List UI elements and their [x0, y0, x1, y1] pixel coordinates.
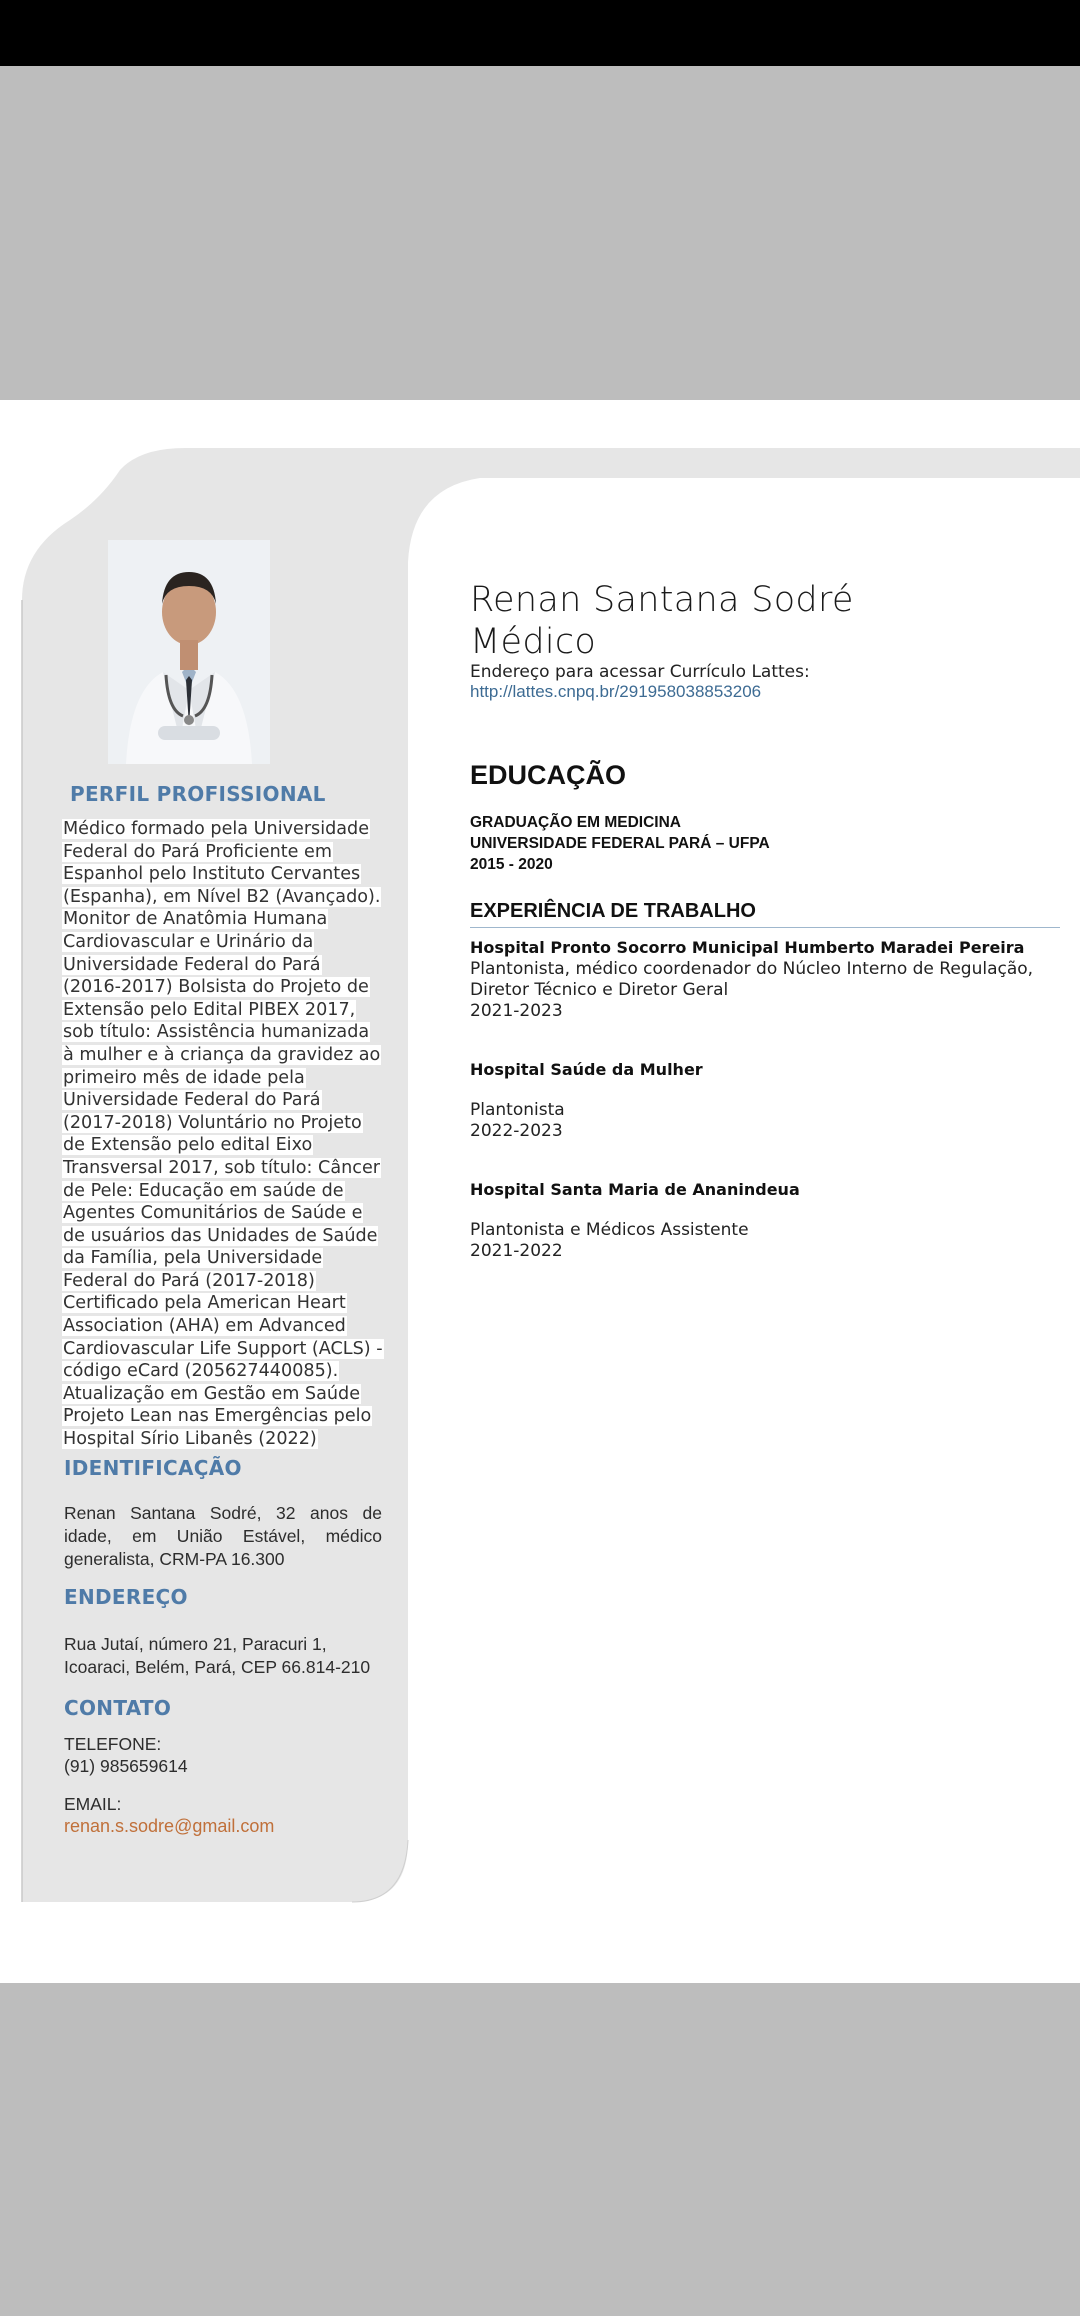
education-school: UNIVERSIDADE FEDERAL PARÁ – UFPA: [470, 835, 770, 852]
job-description-line: Plantonista: [470, 1100, 565, 1120]
identificacao-text: Renan Santana Sodré, 32 anos de idade, em União Estável, médico generalista, CRM-PA 16.300: [64, 1503, 382, 1569]
education-degree: GRADUAÇÃO EM MEDICINA: [470, 814, 681, 831]
viewer-backdrop-bottom: [0, 1983, 1080, 2316]
job-description-line: Diretor Técnico e Diretor Geral: [470, 980, 729, 1000]
education-years: 2015 - 2020: [470, 856, 553, 873]
email-link[interactable]: renan.s.sodre@gmail.com: [64, 1816, 275, 1836]
viewer-backdrop-top: [0, 66, 1080, 400]
lattes-label: Endereço para acessar Currículo Lattes:: [470, 662, 810, 682]
job-description-line: Plantonista e Médicos Assistente: [470, 1220, 749, 1240]
endereco-text: Rua Jutaí, número 21, Paracuri 1, Icoaraci, Belém, Pará, CEP 66.814-210: [64, 1634, 371, 1677]
perfil-text: [62, 818, 384, 1451]
job-years: 2021-2022: [470, 1241, 563, 1261]
experience-rule: [470, 927, 1060, 928]
email-label: EMAIL:: [64, 1794, 122, 1814]
phone-label: TELEFONE:: [64, 1734, 162, 1754]
perfil-text-content: Médico formado pela Universidade Federal do Pará Proficiente em Espanhol pelo Instituto Cervantes (Espanha), em Nível B2 (Avançado). Monitor de Anatômia Humana Cardiovascular e Urinário da Universidade Federal do Pará (2016-2017) Bolsista do Projeto de Extensão pelo Edital PIBEX 2017, sob título: Assistência humanizada à mulher e à criança da gravidez ao primeiro mês de idade pela Universidade Federal do Pará (2017-2018) Voluntário no Projeto de Extensão pelo edital Eixo Transversal 2017, sob título: Câncer de Pele: Educação em saúde de Agentes Comunitários de Saúde e de usuários das Unidades de Saúde da Família, pela Universidade Federal do Pará (2017-2018) Certificado pela American Heart Association (AHA) em Advanced Cardiovascular Life Support (ACLS) - código eCard (205627440085). Atualização em Gestão em Saúde Projeto Lean nas Emergências pelo Hospital Sírio Libanês (2022): [63, 819, 383, 1450]
job-title: Hospital Santa Maria de Ananindeua: [470, 1180, 800, 1199]
job-years: 2021-2023: [470, 1001, 563, 1021]
person-name: Renan Santana Sodré: [470, 580, 854, 620]
phone-value: (91) 985659614: [64, 1756, 188, 1776]
profile-photo: [108, 540, 270, 764]
identificacao-heading: IDENTIFICAÇÃO: [64, 1456, 242, 1480]
endereco-heading: ENDEREÇO: [64, 1585, 188, 1609]
education-heading: EDUCAÇÃO: [470, 760, 627, 790]
contato-heading: CONTATO: [64, 1696, 172, 1720]
perfil-heading: PERFIL PROFISSIONAL: [70, 782, 326, 806]
job-title: Hospital Pronto Socorro Municipal Humberto Maradei Pereira: [470, 938, 1025, 957]
status-bar: [0, 0, 1080, 66]
resume-page: [0, 400, 1080, 1983]
job-years: 2022-2023: [470, 1121, 563, 1141]
job-title: Hospital Saúde da Mulher: [470, 1060, 703, 1079]
experience-heading: EXPERIÊNCIA DE TRABALHO: [470, 900, 756, 922]
job-description-line: Plantonista, médico coordenador do Núcleo Interno de Regulação,: [470, 959, 1034, 979]
lattes-link[interactable]: http://lattes.cnpq.br/291958038853206: [470, 682, 762, 701]
person-role: Médico: [470, 622, 597, 662]
